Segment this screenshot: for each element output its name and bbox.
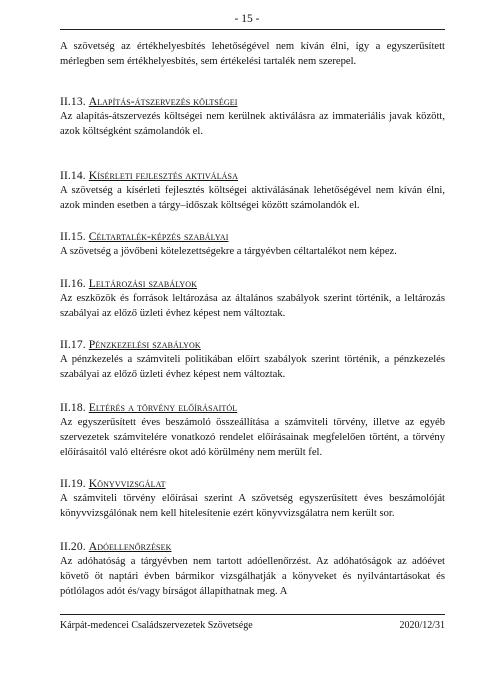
section-heading-ii-17 — [60, 337, 445, 352]
section-title: Alapítás-átszervezés költségei — [88, 95, 238, 108]
section-body-ii-14: A szövetség a kísérleti fejlesztés költségei aktiválásának lehetőségével nem kíván élni, azok minden esetben a tárgy–időszak költségei között számolandók el. — [60, 185, 445, 211]
section-number: II.17. — [60, 338, 86, 351]
section-number: II.14. — [60, 169, 86, 182]
section-body-ii-20: Az adóhatóság a tárgyévben nem tartott adóellenőrzést. Az adóhatóságok az adóévet követő öt naptári évben bármikor vizsgálhatják a könyveket és nyilvántartásokat és pótlólagos adót és/vagy bírságot állapíthatnak meg. A — [60, 556, 445, 597]
section-number: II.18. — [60, 401, 86, 414]
section-title: Könyvvizsgálat — [88, 477, 166, 490]
section-heading-ii-16 — [60, 276, 445, 291]
section-title: Leltározási szabályok — [88, 277, 198, 290]
section-title: Adóellenőrzések — [88, 540, 172, 553]
page-footer — [60, 620, 445, 631]
section-number: II.19. — [60, 477, 86, 490]
section-number: II.20. — [60, 540, 86, 553]
section-number: II.16. — [60, 277, 86, 290]
section-title: Eltérés a törvény előírásaitól — [88, 401, 238, 414]
section-heading-ii-19 — [60, 476, 445, 491]
page-number: - 15 - — [234, 13, 260, 25]
section-body-ii-17: A pénzkezelés a számviteli politikában előírt szabályok szerint történik, a pénzkezelés szabályai az előző üzleti évhez képest nem változtak. — [60, 354, 445, 380]
section-heading-ii-20 — [60, 539, 445, 554]
section-number: II.13. — [60, 95, 86, 108]
section-heading-ii-18 — [60, 400, 445, 415]
section-body-ii-16: Az eszközök és források leltározása az általános szabályok szerint történik, a leltározás szabályai az előző üzleti évhez képest nem változtak. — [60, 293, 445, 319]
header-divider — [60, 29, 445, 30]
footer-organization: Kárpát-medencei Családszervezetek Szövetsége — [60, 620, 253, 631]
section-title: Kísérleti fejlesztés aktiválása — [88, 169, 238, 182]
section-heading-ii-13 — [60, 94, 445, 109]
section-body-ii-18: Az egyszerűsített éves beszámoló összeállítása a számviteli törvény, illetve az egyéb szervezetek számvitelére vonatkozó rendelet előírásainak megfelelően történt, a törvény előírásaitól való eltérésre okot adó körülmény nem merült fel. — [60, 417, 445, 458]
document-body — [60, 39, 445, 599]
section-body-ii-19: A számviteli törvény előírásai szerint A szövetség egyszerűsített éves beszámolóját könyvvizsgálónak nem kell hitelesítenie ezért könyvvizsgálatra nem került sor. — [60, 493, 445, 519]
intro-paragraph: A szövetség az értékhelyesbítés lehetőségével nem kíván élni, így a egyszerűsített mérlegben sem értékhelyesbítés, sem értékelési tartalék nem szerepel. — [60, 41, 445, 67]
footer-divider — [60, 614, 445, 615]
section-heading-ii-15 — [60, 229, 445, 244]
section-title: Pénzkezelési szabályok — [88, 338, 201, 351]
section-heading-ii-14 — [60, 168, 445, 183]
section-body-ii-15: A szövetség a jövőbeni kötelezettségekre a tárgyévben céltartalékot nem képez. — [60, 246, 397, 257]
section-number: II.15. — [60, 230, 86, 243]
section-body-ii-13: Az alapítás-átszervezés költségei nem kerülnek aktiválásra az immateriális javak között, azok költségként számolandók el. — [60, 111, 445, 137]
section-title: Céltartalék-képzés szabályai — [88, 230, 229, 243]
footer-date: 2020/12/31 — [399, 620, 445, 631]
